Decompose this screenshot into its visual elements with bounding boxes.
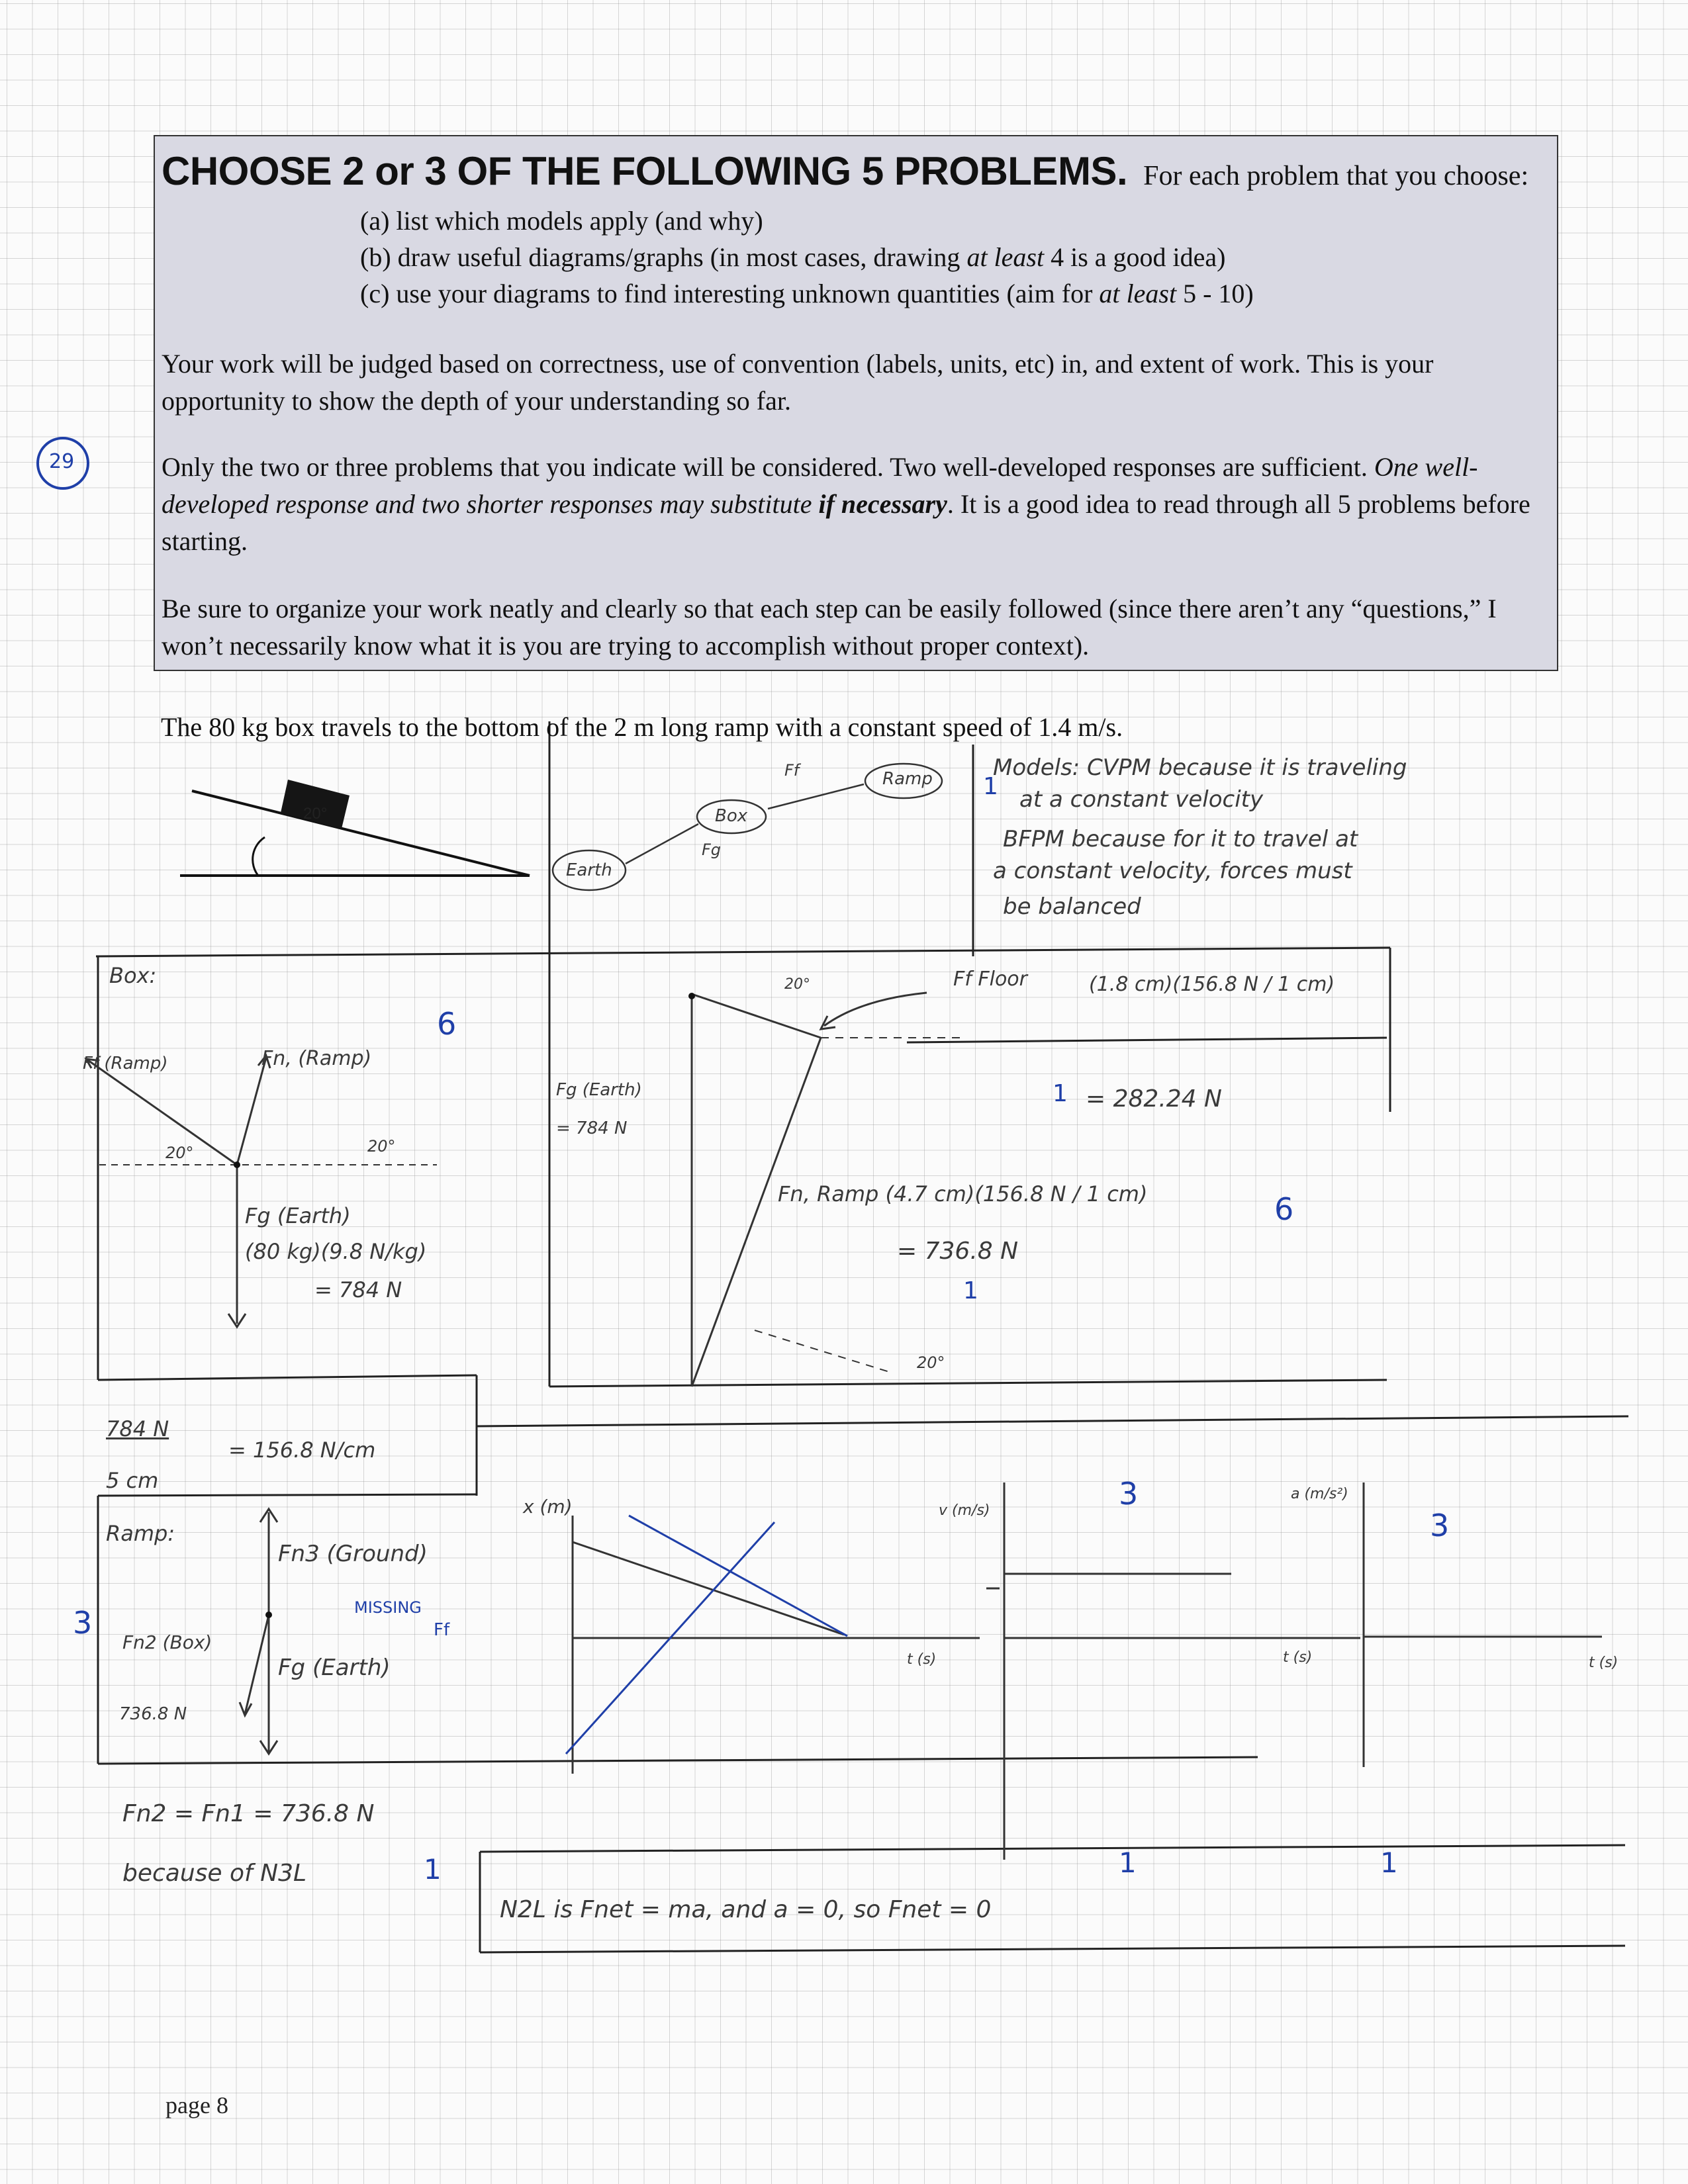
hw-fg-earth-3: Fg (Earth)	[278, 1655, 391, 1681]
instructions-list	[360, 203, 1254, 312]
hw-scale-result: = 156.8 N/cm	[228, 1437, 376, 1463]
hw-models-line-4: a constant velocity, forces must	[993, 858, 1352, 884]
hw-box-label: Box	[715, 806, 748, 826]
hw-fn-ramp: Fn, (Ramp)	[261, 1047, 372, 1070]
page-number: page 8	[165, 2092, 228, 2118]
instructions-heading	[162, 148, 1528, 194]
grade-graph-a: 3	[1430, 1508, 1450, 1543]
hw-fn2-value: 736.8 N	[119, 1704, 187, 1724]
instructions-paragraph-organize: Be sure to organize your work neatly and clearly so that each step can be easily followed (since there aren’t any “questions,” I won’t necessarily know what it is you are trying to accomplish without proper context).	[162, 594, 1497, 660]
hw-ff-ramp: Ff (Ramp)	[83, 1054, 168, 1073]
grade-ramp: 3	[73, 1605, 93, 1641]
hw-box-title: Box:	[109, 963, 157, 988]
graph2-x-label: t (s)	[1283, 1649, 1313, 1666]
hw-fg-label: Fg	[702, 841, 722, 859]
hw-fn-result: = 736.8 N	[897, 1238, 1019, 1265]
hw-ff-result: = 282.24 N	[1086, 1085, 1222, 1113]
grade-fn-check: 1	[963, 1277, 978, 1304]
hw-angle-a: 20°	[165, 1144, 194, 1162]
grade-missing-force: Ff	[434, 1620, 450, 1640]
hw-models-line-2: at a constant velocity	[1019, 786, 1264, 813]
hw-fn3-ground: Fn3 (Ground)	[278, 1541, 428, 1567]
hw-angle-c: 20°	[784, 976, 810, 993]
hw-fg-earth: Fg (Earth)	[245, 1203, 351, 1228]
hw-earth-label: Earth	[566, 860, 612, 880]
grade-n2l-b: 1	[1380, 1846, 1398, 1879]
hw-models-line-5: be balanced	[1003, 893, 1141, 920]
grade-box-fbd: 6	[437, 1006, 457, 1042]
instructions-paragraph-selection: Only the two or three problems that you indicate will be considered. Two well-developed responses are sufficient. One well-developed response and two shorter responses may substitute if necessary. It is a good idea to read through all 5 problems before starting.	[162, 452, 1530, 556]
instructions-lead: For each problem that you choose:	[1143, 161, 1529, 191]
ramp-figure	[180, 791, 530, 876]
hw-n2l-statement: N2L is Fnet = ma, and a = 0, so Fnet = 0	[500, 1896, 992, 1923]
graph2-y-label: v (m/s)	[939, 1502, 990, 1519]
score-value: 29	[49, 450, 75, 473]
grade-n3l: 1	[424, 1853, 442, 1886]
hw-ramp-title: Ramp:	[106, 1521, 175, 1546]
graph1-x-label: t (s)	[907, 1651, 937, 1668]
grade-models: 1	[983, 773, 998, 800]
instruction-item-a: (a) list which models apply (and why)	[360, 206, 763, 236]
hw-ff-label: Ff	[784, 761, 800, 780]
graph3-x-label: t (s)	[1589, 1655, 1618, 1671]
hw-scale-bottom: 5 cm	[106, 1468, 159, 1493]
ramp-angle-label: 20°	[303, 805, 328, 823]
hw-fn-calc: Fn, Ramp (4.7 cm)(156.8 N / 1 cm)	[778, 1181, 1148, 1206]
instruction-item-c: (c) use your diagrams to find interesting unknown quantities (aim for at least 5 - 10)	[360, 279, 1254, 308]
instruction-item-b: (b) draw useful diagrams/graphs (in most cases, drawing at least 4 is a good idea)	[360, 242, 1226, 272]
instructions-paragraph-judging: Your work will be judged based on correctness, use of convention (labels, units, etc) in, and extent of work. This is your opportunity to show the depth of your understanding so far.	[162, 349, 1434, 416]
grade-n2l-a: 1	[1119, 1846, 1137, 1879]
grade-fn: 6	[1274, 1191, 1294, 1227]
grade-missing-note: MISSING	[354, 1598, 422, 1617]
hw-fg-value-2: = 784 N	[556, 1118, 628, 1138]
hw-ff-floor: Ff Floor	[953, 968, 1027, 991]
instructions-box	[154, 135, 1558, 671]
hw-models-line-3: BFPM because for it to travel at	[1003, 826, 1358, 852]
problem-statement: The 80 kg box travels to the bottom of the 2 m long ramp with a constant speed of 1.4 m/s.	[161, 712, 1123, 742]
grade-graph-v: 3	[1119, 1476, 1139, 1512]
instructions-title: CHOOSE 2 or 3 OF THE FOLLOWING 5 PROBLEMS.	[162, 149, 1128, 193]
hw-models-line-1: Models: CVPM because it is traveling	[993, 754, 1407, 781]
grade-ff: 1	[1053, 1080, 1068, 1107]
hw-n3l-reason: because of N3L	[122, 1860, 307, 1887]
graph1-y-label: x (m)	[523, 1496, 573, 1518]
hw-fg-earth-2: Fg (Earth)	[556, 1080, 642, 1100]
hw-angle-b: 20°	[367, 1137, 396, 1156]
hw-scale-top: 784 N	[106, 1416, 169, 1441]
hw-n3l-equation: Fn2 = Fn1 = 736.8 N	[122, 1800, 375, 1827]
hw-ramp-label: Ramp	[882, 769, 933, 789]
hw-fn2-box: Fn2 (Box)	[122, 1631, 212, 1653]
hw-fg-calc: (80 kg)(9.8 N/kg)	[245, 1239, 427, 1264]
hw-fg-result: = 784 N	[314, 1277, 402, 1302]
hw-ff-calc: (1.8 cm)(156.8 N / 1 cm)	[1089, 973, 1335, 996]
graph3-y-label: a (m/s²)	[1291, 1486, 1348, 1502]
hw-angle-d: 20°	[917, 1353, 945, 1372]
